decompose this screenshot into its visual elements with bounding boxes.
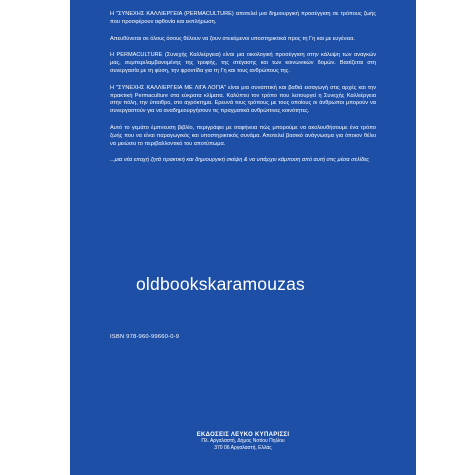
blurb-paragraph-1: Η "ΣΥΝΕΧΗΣ ΚΑΛΛΙΕΡΓΕΙΑ (PERMACULTURE) αποτελεί μια δημιουργική προσέγγιση σε τρόπους ζωής που προσφέρουν αφθονία και εκπλήρωση. [110,11,376,25]
blurb-paragraph-4: Η "ΣΥΝΕΧΗΣ ΚΑΛΛΙΕΡΓΕΙΑ ΜΕ ΛΙΓΑ ΛΟΓΙΑ" είναι μια συναπτική και βαθιά εισαγωγή στις αρχές και την πρακτική Permaculture στα εύκρατα κλίματα. Καλύπτει τον τρόπο που λειτουργεί η Συνεχής Καλλιέργεια στην πόλη, την ύπαιθρο, στο αγρόκτημα. Ερευνά τους τρόπους με τους οποίους οι άνθρωποι μπορούν να συνεργαστούν για να αναδημιουργήσουν τις πραγματικά ανθρώπινες κοινότητες. [110,84,376,115]
blurb-paragraph-2: Απευθύνεται σε όλους όσους θέλουν να ζουν στεκόμενοι υποστηρικτικά προς τη Γη και με ευγένεια. [110,35,355,42]
publisher-address-line-2: 370 06 Αργαλαστή, Ελλάς [214,444,272,451]
blurb-closing-quote: ...μια νέα εποχή ζητά πρακτική και δημιουργική σκέψη & να υπάρχει κάμποση από αυτή στις μέσα σελίδες [110,157,370,164]
publisher-block [70,432,416,452]
publisher-name: ΕΚΔΟΣΕΙΣ ΛΕΥΚΟ ΚΥΠΑΡΙΣΣΙ [196,432,290,438]
publisher-address-line-1: Πλ. Αργαλαστή, Δήμος Νοτίου Πηλίου [201,438,285,444]
isbn-number: ISBN 978-960-99660-0-9 [110,334,180,340]
seller-watermark: oldbookskaramouzas [136,274,305,294]
book-back-cover [70,0,416,475]
blurb-paragraph-3: Η PERMACULTURE (Συνεχής Καλλιέργεια) είναι μια οικολογική προσέγγιση στην κάλυψη των αναγκών μας, συμπεριλαμβανομένης της τροφής, της στέγασης και των κοινωνικών δομών. Βασίζεται στη συνεργασία με τη φύση, την φροντίδα για τη Γη και τους ανθρώπους της. [110,52,376,74]
blurb-text [110,11,376,174]
blurb-paragraph-5: Αυτό το γεμάτο έμπνευση βιβλίο, περιγράφει με σαφήνεια πώς μπορούμε να ακολουθήσουμε ένα τρόπο ζωής που να είναι παραγωγικός και υποστηρικτικός συνάμα. Αποτελεί βασικό ανάγνωσμα για όποιον θέλει να μειώσει το περιβαλλοντικό του αποτύπωμα. [110,124,376,147]
